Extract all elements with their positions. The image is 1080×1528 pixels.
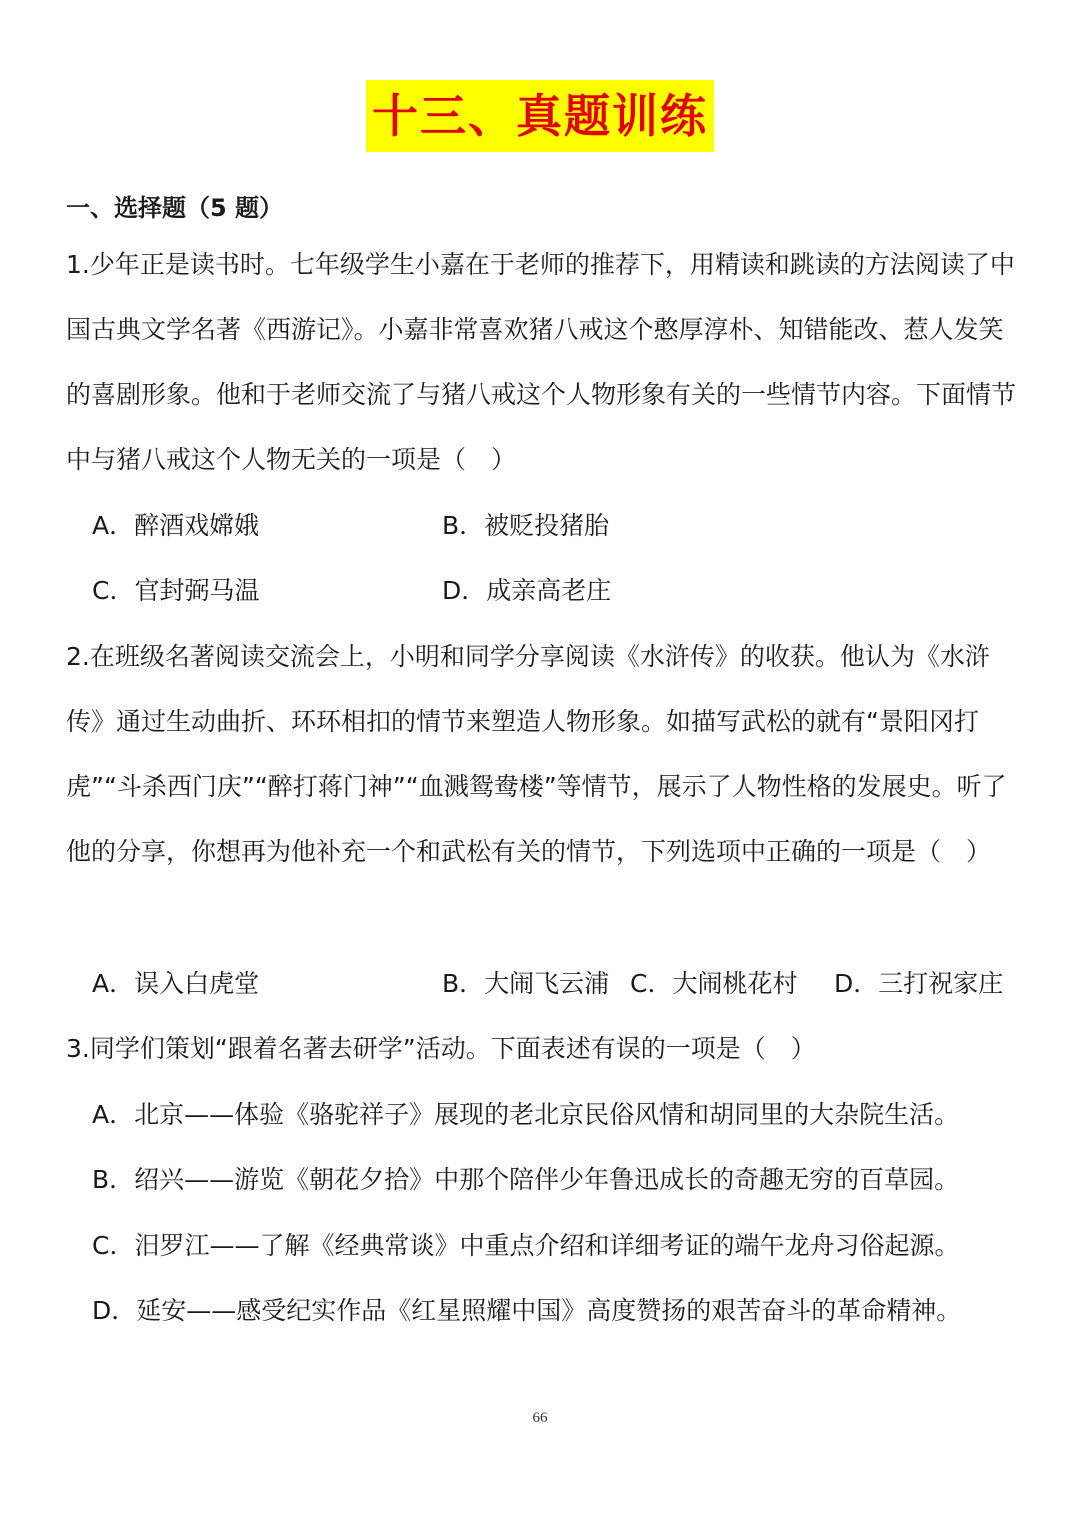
page-title: 十三、真题训练: [366, 80, 714, 152]
question-3-option-a: A．北京——体验《骆驼祥子》展现的老北京民俗风情和胡同里的大杂院生活。: [92, 1100, 960, 1129]
question-2-option-b: B．大闹飞云浦: [442, 969, 610, 998]
question-2-option-c: C．大闹桃花村: [630, 969, 798, 998]
question-2-option-d: D．三打祝家庄: [834, 969, 1004, 998]
question-3-option-c: C．汨罗江——了解《经典常谈》中重点介绍和详细考证的端午龙舟习俗起源。: [92, 1231, 960, 1260]
question-2-option-a: A．误入白虎堂: [92, 969, 260, 998]
question-1-option-a: A．醉酒戏嫦娥: [92, 511, 260, 540]
question-3-text: 3.同学们策划“跟着名著去研学”活动。下面表述有误的一项是（ ）: [66, 1034, 816, 1063]
question-3-option-b: B．绍兴——游览《朝花夕拾》中那个陪伴少年鲁迅成长的奇趣无穷的百草园。: [92, 1165, 960, 1194]
question-1-option-b: B．被贬投猪胎: [442, 511, 610, 540]
question-3-option-d: D．延安——感受纪实作品《红星照耀中国》高度赞扬的艰苦奋斗的革命精神。: [92, 1296, 962, 1325]
page-number: 66: [532, 1410, 548, 1426]
section-heading: 一、选择题（5 题）: [66, 194, 284, 222]
title-wrap: [0, 80, 1080, 152]
question-1-option-d: D．成亲高老庄: [442, 576, 612, 605]
question-1-text: 1.少年正是读书时。七年级学生小嘉在于老师的推荐下，用精读和跳读的方法阅读了中国古典文学名著《西游记》。小嘉非常喜欢猪八戒这个憨厚淳朴、知错能改、惹人发笑的喜剧形象。他和于老师交流了与猪八戒这个人物形象有关的一些情节内容。下面情节中与猪八戒这个人物无关的一项是（ ）: [66, 250, 1017, 474]
question-2-text: 2.在班级名著阅读交流会上，小明和同学分享阅读《水浒传》的收获。他认为《水浒传》通过生动曲折、环环相扣的情节来塑造人物形象。如描写武松的就有“景阳冈打虎”“斗杀西门庆”“醉打蒋门神”“血溅鸳鸯楼”等情节，展示了人物性格的发展史。听了他的分享，你想再为他补充一个和武松有关的情节，下列选项中正确的一项是（ ）: [66, 642, 1007, 866]
question-1-option-c: C．官封弼马温: [92, 576, 260, 605]
